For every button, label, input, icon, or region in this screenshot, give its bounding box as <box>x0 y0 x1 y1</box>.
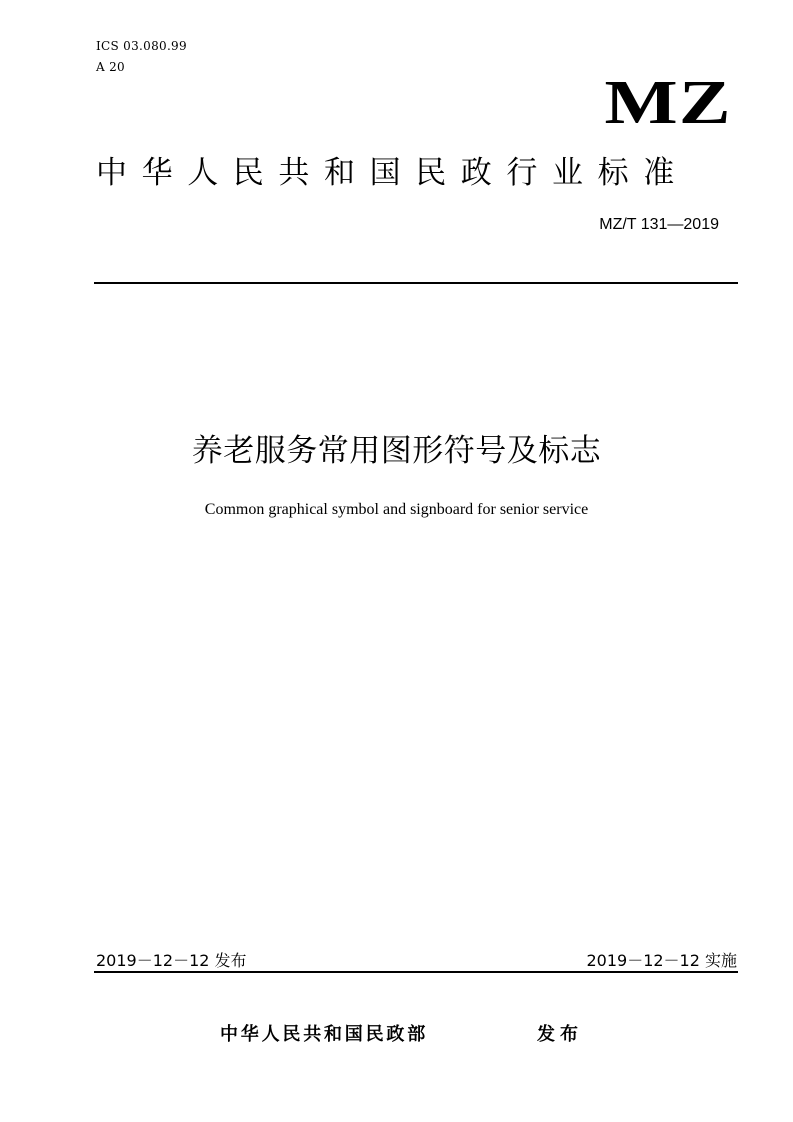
document-title-chinese: 养老服务常用图形符号及标志 <box>191 433 602 469</box>
implementation-date: 2019－12－12 实施 <box>586 951 737 970</box>
ccs-code: A 20 <box>96 60 125 74</box>
standard-category-title: 中华人民共和国民政行业标准 <box>96 155 689 191</box>
issuing-authority: 中华人民共和国民政部 <box>220 1024 428 1045</box>
document-title-english: Common graphical symbol and signboard for senior service <box>204 501 589 518</box>
top-divider <box>94 282 738 284</box>
ics-code: ICS 03.080.99 <box>96 39 187 53</box>
standard-number: MZ/T 131—2019 <box>599 216 719 233</box>
issue-date: 2019－12－12 发布 <box>96 951 247 970</box>
bottom-divider <box>94 971 738 973</box>
issuing-action: 发布 <box>537 1024 583 1045</box>
mz-logo: MZ <box>604 69 732 137</box>
